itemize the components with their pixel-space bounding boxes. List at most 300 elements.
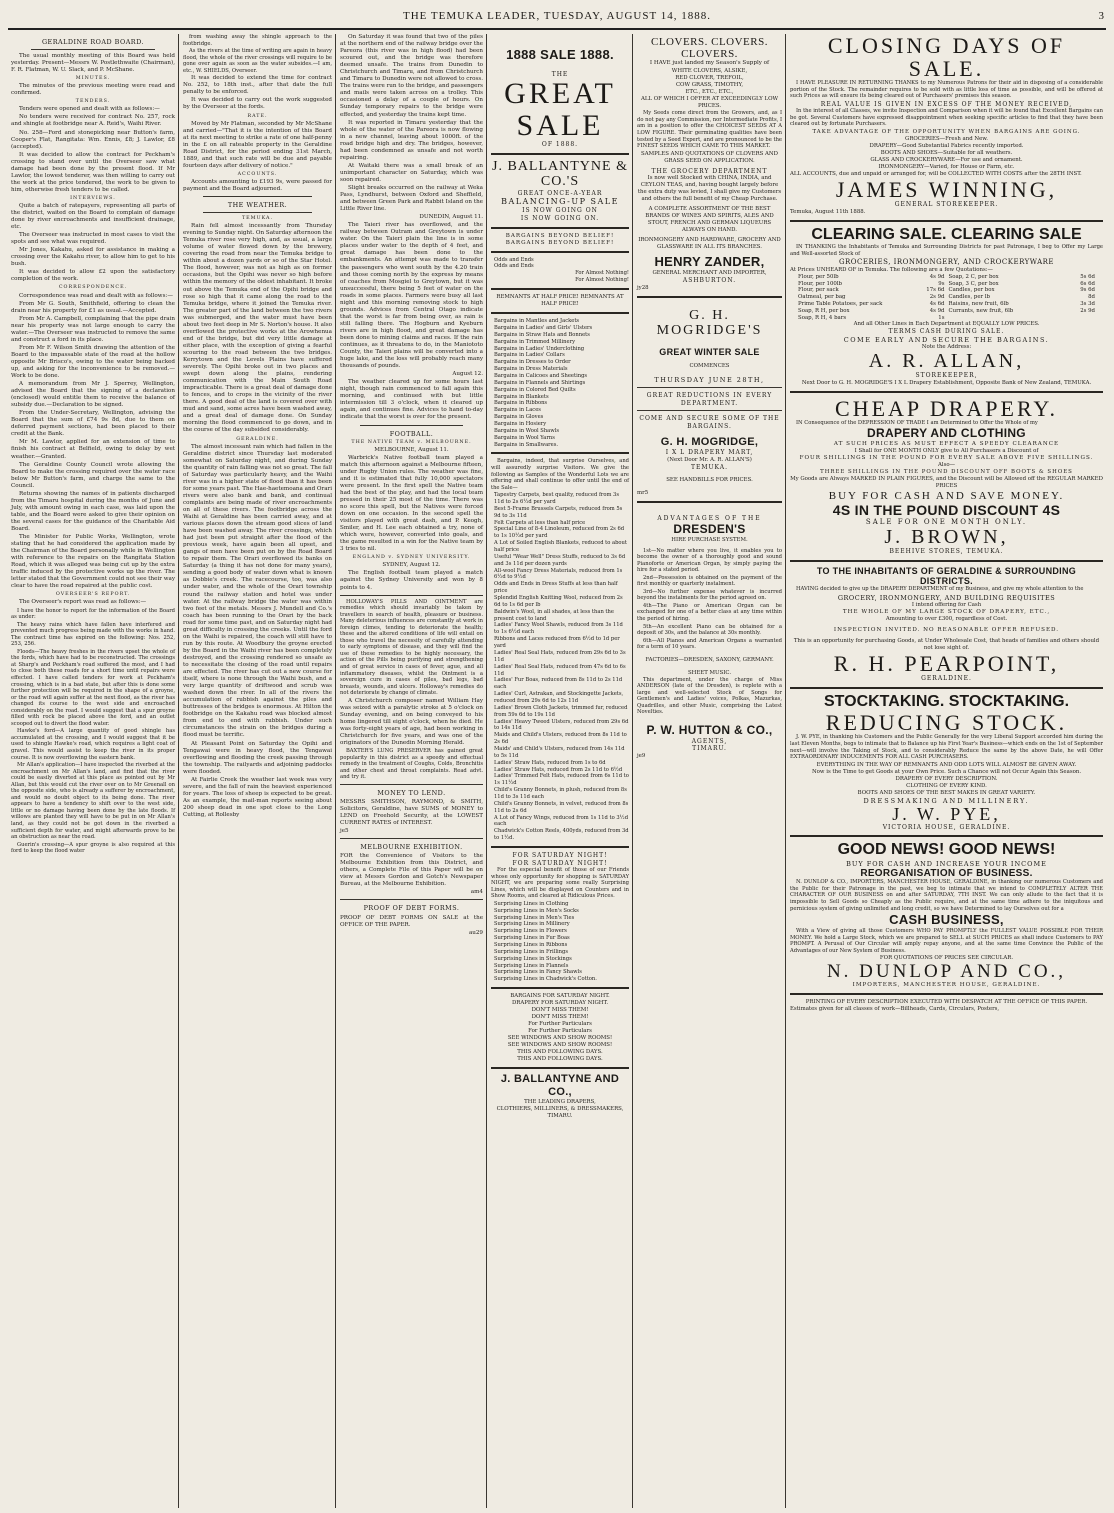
paragraph: The Geraldine County Council wrote allowing the Board to make the crossing required over the water race below Mr Button's farm, and charge the same to the Council. [11, 461, 175, 489]
ad-text: Now is the Time to get Goods at your Own Price. Such a Chance will not Occur Again this Season. [811, 768, 1082, 775]
ad-text: GREAT ONCE-A-YEAR [517, 189, 603, 197]
pye-name: J. W. PYE, [892, 803, 1001, 824]
dateline: SYDNEY, August 12. [382, 562, 441, 569]
ad-text: WHITE CLOVERS, ALSIKE, [671, 68, 748, 75]
price-item: Soap, 2 C, per box [948, 273, 999, 280]
divider [637, 296, 782, 298]
sale-item: Child's Granny Bonnets, in plush, reduced from 8s 11d to 3s 11d each [494, 787, 627, 800]
ad-text: FOUR SHILLINGS IN THE POUND FOR EVERY SALE ABOVE FIVE SHILLINGS. [799, 455, 1094, 462]
price-item: Flour, per 50lb [798, 273, 839, 280]
column-1 [8, 34, 178, 1510]
sale-item: Maids' and Child's Ulsters, reduced from 14s 11d to 5s 11d [494, 745, 625, 759]
ad-text: THE LEADING DRAPERS, [524, 1098, 596, 1105]
ad-text: GROCERY, IRONMONGERY, AND BUILDING REQUISITES [837, 593, 1056, 602]
price-item: Oatmeal, per bag [798, 294, 846, 301]
paragraph: At Pleasant Point on Saturday the Opihi and Tengawai were in heavy flood, the Tengawai overflowing and flooding the creek passing through the township. The railyards and adjoining paddocks were flooded. [183, 740, 332, 775]
ad-body: PROOF OF DEBT FORMS ON SALE at the OFFICE OF THE PAPER. [340, 914, 483, 928]
ad-text: OF 1888. [541, 141, 579, 149]
sale-item: Ladies' Straw Hats, reduced from 1s to 6d [494, 759, 606, 766]
paragraph: The Overseer was instructed in most cases to visit the spots and see what was required. [11, 232, 175, 246]
ad-paragraph: With a View of giving all those Customers WHO PAY PROMPTLY the FULLEST VALUE POSSIBLE FOR THEIR MONEY. We hold a Large Stock, which we are prepared to SELL at SUCH PRICES as shall induce Customers to PAY PROMPT. A Perusal of Our Circular will amply repay anyone, and at the same time Convince the Public of the Advantages of our New System of Business. [790, 928, 1103, 954]
subheading: ACCOUNTS. [237, 171, 278, 177]
ad-text: BARGAINS BEYOND BELIEF! [505, 239, 615, 246]
buy-cash-title: BUY FOR CASH AND SAVE MONEY. [828, 490, 1065, 503]
paragraph: Slight breaks occurred on the railway at Weka Pass, Lyndhurst, between Oxford and Sheffield, and between Green Park and Rabbit Island on the Little River line. [340, 184, 483, 213]
paragraph: Correspondence was read and dealt with as follows:— [19, 292, 173, 299]
ad-text: IRONMONGERY—Varied, for House or Farm, etc. [878, 163, 1015, 170]
sale-item: Best 5-Frame Brussels Carpets, reduced from 5s 9d to 3s 11d [494, 505, 623, 519]
reducing-stock-heading: REDUCING STOCK. [825, 710, 1068, 736]
ad-text: PRINTING OF EVERY DESCRIPTION EXECUTED WITH DESPATCH AT THE OFFICE OF THIS PAPER. [805, 999, 1088, 1006]
sale-item: Ladies' Real Seal Hats, reduced from 29s 6d to 3s 11d [494, 649, 626, 663]
ad-mark: jy28 [637, 284, 649, 291]
bargain-item: Bargains in Calicoes and Sheetings [494, 372, 588, 379]
paragraph: From Mr A. Campbell, complaining that the pipe drain near his property was not large enough to carry the water.—The Overseer was instructed to remove the same and construct a ford in its place. [11, 315, 175, 343]
paragraph: It was decided to extend the time for contract No. 252, to 18th inst., after that date the full penalty to be enforced. [183, 75, 332, 96]
ad-text: EVERYTHING IN THE WAY OF REMNANTS AND ODD LOTS WILL ALMOST BE GIVEN AWAY. [816, 761, 1077, 768]
ballantyne-name: J. BALLANTYNE & CO.'S [492, 159, 628, 190]
ad-body: MESSRS SMITHSON, RAYMOND, & SMITH, Solicitors, Geraldine, have SUMS of MONEY to LEND on Freehold Security, at the LOWEST CURRENT RATES of INTEREST. [340, 798, 483, 827]
subheading: RATE. [247, 113, 268, 119]
price-item: Soap, 3 C, per box [948, 280, 999, 287]
ad-text: COMMENCES [689, 362, 730, 369]
ad-heading: MELBOURNE EXHIBITION. [360, 843, 463, 852]
surprising-item: Surprising Lines in Fur Boas [494, 935, 570, 942]
paragraph: No. 258—Ford and stonepicking near Button's farm, Cooper's Flat, Rangitata: Wm. Ennis, £8; J. Lawlor, £8 (accepted). [11, 129, 175, 150]
price-value: 2s 9d [1080, 307, 1095, 314]
winter-sale-title: GREAT WINTER SALE [659, 346, 760, 357]
sale-item: Ladies' Straw Hats, reduced from 2s 11d to 6½d [494, 766, 623, 773]
sale-title: 1888 SALE 1888. [506, 47, 614, 62]
sale-item: Chadwick's Cotton Reels, 400yds, reduced from 3d to 1½d. [494, 828, 629, 842]
ad-paragraph: For the especial benefit of those of our Friends whose only opportunity for shopping is SATURDAY NIGHT, we are preparing some really Surprising Lines, which will be displayed on Counters and in Show Rooms, and cleared at Ridiculous Prices. [491, 867, 629, 900]
ad-text: GLASS AND CROCKERYWARE—For use and ornament. [870, 156, 1023, 163]
ad-paragraph: Bargains, indeed, that surprise Ourselves, and will assuredly surprise Visitors. We give the following as Samples of the Wonderful Lots we are offering and shall continue to offer until the end of the Sale— [491, 458, 629, 491]
ad-text: CLOTHIERS, MILLINERS, & DRESSMAKERS, [496, 1105, 624, 1112]
masthead [8, 0, 1106, 30]
surprising-list [491, 901, 629, 983]
good-news-heading: GOOD NEWS! GOOD NEWS! [837, 841, 1056, 859]
ad-text: THE WHOLE OF MY LARGE STOCK OF DRAPERY, ETC., [842, 609, 1051, 616]
ad-text: SEE WINDOWS AND SHOW ROOMS! [507, 1035, 613, 1042]
subheading: ENGLAND v. SYDNEY UNIVERSITY. [352, 555, 471, 561]
paragraph: The Taieri river has overflowed, and the railway between Outram and Greytown is under water. On the Taieri plain the line is in some places under water to the depth of 4 feet, and great damage has been done to the embankments. An attempt was made to transfer the passengers who went south by the 4.20 train and those coming north by the express by means of coaches from Mosgiel to Greytown, but it was unsuccessful, there being 5 feet of water on the roads in some places. Farmers were busy all last night and this morning removing stock to high grounds. Advices from Central Otago indicate that the worst is far from being over, as rain is still falling there. The Hogburn and Kyeburn rivers are in high flood, and great damage has been done to mining claims and races. If the rain continues, as it threatens to do, in the Maniototo County, the Taieri plains will be converted into a huge lake, and the loss will probably reach many thousands of pounds. [340, 222, 483, 370]
paragraph: Tenders were opened and dealt with as follows:— [19, 106, 160, 113]
column-rule [632, 34, 633, 1508]
bargain-item: Bargains in Ladies' Collars [494, 352, 565, 359]
ad-paragraph: N. DUNLOP & CO., IMPORTERS, MANCHESTER HOUSE, GERALDINE, in thanking our numerous Customers and the Public for their Patronage in the past, we beg to intimate that we intend to COMPLETELY ALTER THE CHARACTER OF OUR BUSINESS on and after SATURDAY, 7TH INST. We can only allude to the fact that it is impossible to Sell Goods so Cheaply as the Public require, and at the same time adhere to the iniquitous and pernicious system of giving unlimited and long credit, so we have Determined to lay Ourselves out for a [790, 879, 1103, 912]
ad-text: THURSDAY JUNE 28TH, [654, 376, 765, 384]
surprising-item: Surprising Lines in Ribbons [494, 941, 568, 948]
ad-paragraph: IN THANKING the Inhabitants of Temuka and Surrounding Districts for past Patronage, I beg to Offer my Large and Well-assorted Stock of [790, 243, 1103, 257]
paragraph: Accounts amounting to £193 9s, were passed for payment and the Board adjourned. [183, 178, 332, 192]
subheading: CORRESPONDENCE. [58, 285, 128, 291]
clearing-sale-heading: CLEARING SALE. CLEARING SALE [811, 225, 1082, 243]
ad-text: ALL ACCOUNTS, due and unpaid or arranged for, will be COLLECTED WITH COSTS after the 28TH INST. [790, 170, 1082, 177]
ad-text: Amounting to over £300, regardless of Cost. [885, 616, 1008, 623]
divider [340, 899, 483, 900]
sale-item: Felt Carpets at less than half price [494, 519, 586, 526]
bargain-item: Bargains in Ladies' Underclothing [494, 345, 585, 352]
surprising-item: Surprising Lines in Flowers [494, 928, 567, 935]
cash-business-title: CASH BUSINESS, [889, 912, 1004, 928]
ad-text: REAL VALUE IS GIVEN IN EXCESS OF THE MONEY RECEIVED, [820, 100, 1073, 108]
ad-mark: je5 [340, 828, 349, 835]
sale-item: Ladies' Curl, Astrakan, and Stockingette Jackets, reduced from 29s 6d to 12s 11d [494, 691, 624, 704]
notice-paragraph: BAXTER'S LUNG PRESERVER has gained great popularity in this district as a speedy and effectual remedy in the treatment of Coughs, Colds, Bronchitis and other chest and throat complaints. Read advt. and try it. [340, 748, 483, 781]
great-sale-title: GREAT SALE [504, 77, 616, 142]
divider [790, 993, 1103, 995]
article-heading: GERALDINE ROAD BOARD. [41, 38, 145, 46]
subheading: GERALDINE. [236, 436, 279, 442]
divider [790, 220, 1103, 222]
sale-item: A Lot of Fancy Wings, reduced from 1s 11d to 3½d each [494, 814, 629, 828]
closing-days-heading: CLOSING DAYS OF SALE. [827, 34, 1066, 82]
divider [790, 687, 1103, 689]
sale-item: Useful "Wear Well" Dress Stuffs, reduced to 3s 6d and 3s 11d per dozen yards [494, 553, 626, 567]
report-paragraph: Hawke's ford—A large quantity of good shingle has accumulated at the crossing, and I would suggest that it be used to shingle Hawke's road, which requires a light coat of gravel. This would assist to keep the river in its proper course. It is now overflowing the eastern bank. [11, 728, 175, 761]
paragraph: The weather cleared up for some hours last night, though rain commenced to fall again this morning, and continued with but little intermission till 3 o'clock, when it cleared up again, and continues fine. Advices to hand to-day indicate that the worst is over for the present. [340, 379, 483, 421]
dresden-point: 3rd—No further expense whatever is incurred beyond the instalments for the period agreed on. [637, 588, 782, 602]
hutton-name: P. W. HUTTON & CO., [646, 723, 773, 738]
ad-paragraph: I HAVE PLEASURE IN RETURNING THANKS to my Numerous Patrons for their aid in disposing of a considerable portion of the Stock. The remainder requires to be sold with as little loss of time as possible, and will be offered at such Prices as will ensure its being cleared out of Purchasers' premises this season. [790, 80, 1103, 100]
drapery-clothing-title: DRAPERY AND CLOTHING [867, 426, 1026, 441]
bargain-item: Bargains in Laces [494, 407, 541, 414]
ad-text: INSPECTION INVITED. NO REASONABLE OFFER REFUSED. [833, 627, 1060, 634]
sale-item: Ladies' Fancy Wool Shawls, reduced from 3s 11d to 1s 6½d each [494, 622, 623, 636]
bargain-item: Bargains in Hosiery [494, 420, 547, 427]
ad-text: IRONMONGERY AND HARDWARE, GROCERY AND GLASSWARE IN ALL ITS BRANCHES. [638, 237, 781, 251]
ad-text: TERMS CASH DURING SALE. [888, 328, 1005, 336]
ad-text: FACTORIES—DRESDEN, SAXONY, GERMANY. [645, 656, 774, 663]
sale-item: Ladies' Fur Boas, reduced from 8s 11d to 2s 11d each [494, 677, 623, 691]
divider [491, 288, 629, 290]
ad-text: FOR SATURDAY NIGHT! [512, 859, 608, 867]
bargain-item: Bargains in Smallwares. [494, 441, 559, 448]
bargain-item: Bargains in Trimmed Millinery [494, 338, 576, 345]
notice-paragraph: HOLLOWAY'S PILLS AND OINTMENT are remedies which should invariably be taken by travellers in search of health, pleasure or business. Many deleterious influences are constantly at work in foreign climes, tending to deteriorate the health; these and the altered conditions of life will entail on those who travel the necessity of carefully attending to early symptoms of disease, and they will find the use of these remedies to be highly necessary, the action of the Pills being purifying and strengthening and of great service in cases of fever, ague, and all inflammatory diseases, whilst the Ointment is a sovereign cure in cases of piles, bad legs, bad breasts, wounds, and ulcers. Holloway's remedies do not deteriorate by change of climate. [340, 598, 483, 697]
ad-text: For Further Particulars [528, 1021, 592, 1028]
clovers-heading: CLOVERS. CLOVERS. CLOVERS. [651, 36, 768, 61]
ad-text: AGENTS, [691, 737, 728, 745]
pearpoint-name: R. H. PEARPOINT, [833, 651, 1060, 677]
report-paragraph: The heavy rains which have fallen have interfered and prevented much progress being made with the works in hand. The contract time has expired on the following: Nos. 252, 253, 256. [11, 621, 175, 648]
divider [203, 196, 312, 197]
dateline: August 12. [452, 371, 483, 378]
ad-text: COW GRASS, TIMOTHY, [675, 82, 744, 89]
column-rule [785, 34, 786, 1508]
allan-name: A. R. ALLAN, [868, 350, 1025, 373]
dresden-point: 6th—All Pianos and American Organs a warranted for a term of 10 years. [637, 637, 782, 651]
price-list [790, 274, 1103, 322]
report-paragraph: As the rivers at the time of writing are again in heavy flood, the whole of the river crossings will require to be gone over again as soon as the water subsides.—I am, etc., W. SHIELDS, Overseer. [183, 48, 332, 74]
ad-mark: am4 [470, 889, 483, 896]
subheading: MINUTES. [75, 76, 111, 82]
ad-text: TAKE ADVANTAGE OF THE OPPORTUNITY WHEN BARGAINS ARE GOING. [812, 129, 1081, 136]
sale-item: Child's Granny Bonnets, in velvet, reduced from 8s 11d to 2s 6d [494, 800, 629, 814]
price-value: 8d [1088, 294, 1095, 301]
surprising-item: Surprising Lines in Men's Socks [494, 907, 579, 914]
ad-heading: MONEY TO LEND. [377, 788, 446, 797]
divider [790, 391, 1103, 393]
price-value: 2s 9d [929, 294, 945, 301]
divider [790, 835, 1103, 837]
ad-heading: PROOF OF DEBT FORMS. [363, 904, 460, 913]
stocktaking-heading: STOCKTAKING. STOCKTAKING. [823, 692, 1070, 710]
ad-text: Next Door to G. H. MOGRIDGE'S I X L Drapery Establishment, Opposite Bank of New Zealand, TEMUKA. [801, 379, 1092, 386]
ad-text: BOOTS AND SHOES—Suitable for all weathers. [880, 149, 1013, 156]
ad-text: DON'T MISS THEM! [531, 1014, 589, 1021]
sale-item: Maids and Child's Ulsters, reduced from 8s 11d to 2s 6d [494, 732, 627, 746]
ad-text: For Almost Nothing! [575, 270, 629, 277]
ad-text: FOR QUOTATIONS OF PRICES SEE CIRCULAR. [879, 955, 1014, 962]
sale-item: Baldwin's Wool, in all shades, at less than the present cost to land [494, 608, 614, 622]
ad-text: THIS AND FOLLOWING DAYS. [517, 1049, 603, 1056]
ad-text: THE [551, 70, 569, 78]
ad-text: ADVANTAGES OF THE [657, 515, 762, 523]
ad-text: IS NOW GOING ON. [520, 214, 600, 222]
winning-name: JAMES WINNING, [835, 176, 1058, 202]
paragraph: From the Under-Secretary, Wellington, advising the Board that the sum of £74 9s 8d, due to them on deferred payment sections, had been placed to their credit at the Bank. [11, 410, 175, 438]
divider [340, 595, 483, 596]
paragraph: At Fairlie Creek the weather last week was very severe, and the fall of rain the heaviest experienced for years. The loss of sheep is expected to be great. As an example, the mail-man reports seeing about 200 sheep dead in one spot close to the Long Cutting, at Rollesby [183, 776, 332, 818]
ad-paragraph: J. W. PYE, in thanking his Customers and the Public Generally for the very Liberal Support accorded him during the last Eleven Months, begs to intimate that to Balance up his First Year's Business—which ends on the 1st of September next—will involve the Taking of Stock, and to considerably Reduce the same by the above Date, he will Offer EXTRAORDINARY INDUCEMENTS FOR ALL CASH PURCHASERS. [790, 734, 1103, 761]
sale-item: Ribbons and Laces reduced from 6½d to 1d per yard [494, 636, 620, 650]
ad-text: Also— [937, 462, 956, 469]
ad-text: GENERAL MERCHANT AND IMPORTER, [652, 270, 767, 277]
ad-body: FOR the Convenience of Visitors to the Melbourne Exhibition from this District, and others, a Complete File of this Paper will be on view at Messrs Gordon and Gotch's Newspaper Bureau, at the Melbourne Exhibition. [340, 853, 483, 888]
paragraph: It was decided to allow £2 upon the satisfactory completion of the work. [11, 269, 175, 283]
price-item: Flour, per 100lb [798, 280, 842, 287]
price-item: Currants, new fruit, 6lb [948, 307, 1014, 314]
inhabitants-heading: TO THE INHABITANTS OF GERALDINE & SURROUNDING DISTRICTS. [816, 565, 1077, 587]
bargain-item: Bargains in Gloves [494, 414, 544, 421]
subheading: INTERVIEWS. [70, 195, 116, 201]
bargain-item: Bargains in Dresses to Order [494, 359, 571, 366]
ad-text: SAMPLES AND QUOTATIONS OF CLOVERS AND GRASS SEED ON APPLICATION. [641, 150, 778, 164]
ad-text: TIMARU. [692, 745, 727, 753]
article-heading: FOOTBALL. [389, 429, 434, 438]
bargain-item: Bargains in Straw Hats and Bonnets [494, 331, 590, 338]
report-paragraph: from washing away the shingle approach to the footbridge. [183, 34, 332, 47]
price-value: 17s 6d [926, 287, 945, 294]
ad-paragraph: This department, under the charge of Miss ANDERSON (late of the Dresden), is replete with a large and well-selected Stock of Songs for Gentlemen's and Ladies' voices, Polkas, Mazurkas, Quadrilles, and other Music, comprising the Latest Novelties. [637, 676, 782, 716]
ad-mark: au29 [468, 929, 483, 936]
ad-text: A COMPLETE ASSORTMENT OF THE BEST BRANDS OF WINES AND SPIRITS, ALES AND STOUT, FRENCH AND GERMAN LIQUEURS ALWAYS ON HAND. [645, 206, 774, 234]
ad-text: Estimates given for all classes of work—Billheads, Cards, Circulars, Posters, [790, 1006, 1000, 1013]
ad-text: Note the Address: [921, 344, 972, 351]
divider [203, 212, 312, 213]
divider [491, 251, 629, 253]
price-value: 3s 3d [1080, 301, 1095, 308]
ad-text: Is now well Stocked with CHINA, INDIA, and CEYLON TEAS, and, having bought largely before the extra duty was levied, I shall give my Customers and others the full benefit of my Cheap Purchase. [637, 175, 782, 203]
ad-mark: mr5 [637, 490, 649, 497]
dresden-point: 5th—An excellent Piano can be obtained for a deposit of 30s, and the balance at 30s monthly. [637, 623, 782, 637]
report-paragraph: Mr Allan's application—I have inspected the riverbed at the encroachment on Mr Allan's land, and find that the river could be easily diverted at this place as pointed out by Mr Allan, but this would cut the river over on to Mr Greenall on the opposite side, who is already a sufferer by encroachment, and would no doubt object to its being done. The river appears to have a tendency to shift over to the west side, little or no damage having been done by the late floods. If willows are planted they will have to be put in on Mr Allan's land, as they could not be got down in the riverbed a sufficient depth for water, and might afterwards prove to be an obstruction as near the road. [11, 762, 175, 841]
ad-text: Temuka, August 11th 1888. [790, 208, 866, 215]
ad-paragraph: My Seeds come direct from the Growers, and, as I do not pay any Commission, nor Intermediate Profits, I am in a position to offer the CHOICEST SEEDS AT A LOW FIGURE. Their germinating qualities have been tested by a Seed Expert, and are pronounced to be the FINEST SEEDS WHICH CAME TO THIS MARKET. [637, 110, 782, 150]
paragraph: No tenders were received for contract No. 257, rock and shingle at footbridge near A. Reid's, Waihi River. [11, 114, 175, 128]
ad-text: BEEHIVE STORES, TEMUKA. [889, 548, 1004, 556]
sale-item: A Lot of Soiled English Blankets, reduced to about half price [494, 540, 627, 554]
paragraph: It was reported in Timaru yesterday that the whole of the water of the Pareora is now flowing in a new channel, leaving about 1000ft. of the road bridge high and dry. The bridges, however, had been condemned as unsafe and not worth repairing. [340, 119, 483, 161]
ad-text: THIS AND FOLLOWING DAYS. [517, 1056, 603, 1063]
ad-text: HIRE PURCHASE SYSTEM. [671, 536, 748, 543]
price-value [1061, 315, 1095, 322]
ad-text: For Further Particulars [528, 1028, 592, 1035]
paragraph: The Overseer's report was read as follows:— [19, 599, 147, 606]
bargain-list [491, 318, 629, 448]
ad-text: DON'T MISS THEM! [531, 1007, 589, 1014]
paragraph: On Saturday it was found that two of the piles at the northern end of the railway bridge over the Pareora (this river was in high flood) had been scoured out, and the bridge was therefore deemed unsafe. The trains from Dunedin to Christchurch and Timaru, and from Christchurch and Timaru to Dunedin were not allowed to cross. The trains were run to the bridge, and passengers and mails were taken across on a trolley. This occasioned a delay of a couple of hours. On Sunday temporary repairs to the bridge were effected, and yesterday the trains kept time. [340, 34, 483, 118]
ad-mark: je9 [637, 752, 646, 759]
ad-text: ETC., ETC., ETC., [685, 89, 734, 96]
mogridge-name: G. H. MOGRIDGE, [660, 436, 759, 449]
report-paragraph: Guerin's crossing—A spur groyne is also required at this ford to keep the flood water [11, 841, 175, 855]
price-value: 5s 6d [1080, 273, 1095, 280]
ad-text: RED CLOVER, TREFOIL, [675, 75, 744, 82]
bargain-item: Bargains in Dress Materials [494, 366, 568, 373]
paragraph: Rain fell almost incessantly from Thursday evening to Sunday night. On Saturday afternoon the Temuka river rose very high, and, as usual, a large volume of water flowed down by the brewery, covering the road from near the Temuka bridge to within about a dozen yards or so of the Star Hotel. The flood, however, was not as high as on former occasions, but the Opihi was never so high before within the memory of the oldest inhabitant. It broke out above the Temuka end of the Opihi bridge and rose so high that it came along the road to the Temuka bridge, where it joined the Temuka river. The greater part of the land between the two rivers was submerged, and the water must have been about two feet deep in Mr S. Norton's house. It also overflowed the protective works at the Arowhenua end of the bridge, but did very little damage at either place, with the exception of giving a fearful scouring to the road between the two bridges. Kerrytown and the Levels Plains have suffered severely. The Opihi broke out in two places and swept down along the plains, rendering communication with the Main South Road impracticable. There is a great deal of damage done to fences, and to crops in the vicinity of the river there. A good deal of the land is covered over with mud and sand, some acres have been washed away, and a great deal of damage done. On Sunday morning the flood commenced to go down, and in the course of the day subsided considerably. [183, 223, 332, 434]
divider [637, 410, 782, 411]
ad-text: CLOTHING OF EVERY KIND. [906, 782, 987, 789]
bargain-item: Bargains in Blankets [494, 393, 549, 400]
ad-text: And all Other Lines in Each Department at EQUALLY LOW PRICES. [853, 321, 1040, 328]
dateline: DUNEDIN, August 11. [419, 214, 483, 221]
bargain-item: Bargains in Ladies' and Girls' Ulsters [494, 324, 593, 331]
ad-paragraph: IN Consequence of the DEPRESSION OF TRADE I am Determined to Offer the Whole of my [796, 419, 1038, 426]
dresden-point: 4th—The Piano or American Organ can be exchanged for one of a better class at any time within the period of hiring. [637, 602, 782, 622]
paragraph: The usual monthly meeting of this Board was held yesterday. Present—Messrs W. Postlethwaite (Chairman), F. R. Flatman, W. U. Slack, and P. McShane. [11, 53, 175, 74]
ad-text: At Prices UNHEARD OF in Temuka. The following are a few Quotations:— [790, 266, 993, 273]
paragraph: A memorandum from Mr J. Sperrey, Wellington, advised the Board that the signing of a declaration (enclosed) would entitle them to receive the balance of subsidy due.—Declaration to be signed. [11, 381, 175, 409]
surprising-item: Surprising Lines in Stockings [494, 955, 572, 962]
column-rule [178, 34, 179, 1508]
surprising-item: Surprising Lines in Millinery [494, 921, 570, 928]
divider [491, 312, 629, 314]
price-value: 4s 6d [929, 301, 945, 308]
column-rule [486, 34, 487, 1508]
subheading: THE NATIVE TEAM v. MELBOURNE. [351, 439, 472, 445]
ad-text: SALE FOR ONE MONTH ONLY. [865, 518, 1028, 527]
ad-text: DRAPERY—Good Substantial Fabrics recently imported. [869, 142, 1024, 149]
price-value: 9s [938, 280, 945, 287]
column-2 [180, 34, 335, 1510]
paragraph: It was decided to allow the contract for Peckham's crossing to stand over until the Overseer saw what damage had been done by the present flood. If Mr Lawlor, the lowest tenderer, was then willing to carry out the work at the price tendered, the work to be given to him, otherwise fresh tenders to be called. [11, 151, 175, 193]
ad-text: TEMUKA. [690, 463, 729, 471]
price-item: Prime Table Potatoes, per sack [798, 301, 883, 308]
dresden-title: DRESDEN'S [673, 521, 746, 536]
ad-text: DRAPERY OF EVERY DESCRIPTION. [895, 775, 998, 782]
ad-paragraph: HAVING decided to give up the DRAPERY DEPARTMENT of my Business, and give my whole attention to the [796, 586, 1084, 593]
ad-text: GENERAL STOREKEEPER. [894, 201, 999, 208]
ad-text: I HAVE just landed my Season's Supply of [649, 60, 770, 67]
ad-text: (Next Door Mr. A. R. ALLAN'S) [667, 456, 752, 463]
price-value: 4s 9d [929, 307, 945, 314]
price-item: Flour, per sack [798, 287, 839, 294]
paragraph: At Waitaki there was a small break of an unimportant character on Saturday, which was soon repaired. [340, 162, 483, 183]
ad-text: ASHBURTON. [682, 277, 737, 285]
price-item: Soap, R H, 4 bars [798, 314, 847, 321]
article-heading: THE WEATHER. [227, 201, 288, 209]
price-item: Raisins, new fruit, 6lb [948, 301, 1009, 308]
divider [491, 227, 629, 229]
divider [340, 784, 483, 785]
mogridge-heading: G. H. MOGRIDGE'S [656, 307, 763, 339]
divider [491, 987, 629, 989]
surprising-item: Surprising Lines in Fancy Shawls [494, 969, 582, 976]
ad-text: TIMARU. [547, 1112, 573, 1119]
divider [491, 846, 629, 848]
sale-item: Ladies' Heavy Tweed Ulsters, reduced from 29s 6d to 14s 11d [494, 718, 629, 732]
ad-text: BOOTS AND SHOES OF THE BEST MAKES IN GREAT VARIETY. [857, 789, 1036, 796]
bargain-item: Bargains in Ribbons [494, 400, 548, 407]
divider [340, 838, 483, 839]
sale-item: All-wool Fancy Dress Materials, reduced from 1s 6½d to 9½d [494, 567, 623, 581]
paragraph: A Christchurch composer named William Hay was seized with a paralytic stroke at 5 o'clock on Sunday evening, and on being conveyed to his home lingered till eight o'clock, when he died. He was forty-eight years of age, had been working in Christchurch for five years, and was one of the originators of the Dunedin Morning Herald. [340, 697, 483, 747]
ad-text: IMPORTERS, MANCHESTER HOUSE, GERALDINE. [852, 982, 1041, 989]
price-value: 9s 6d [1080, 287, 1095, 294]
column-rule [335, 34, 336, 1508]
ad-text: SHEET MUSIC. [687, 669, 732, 676]
page-number: 3 [1098, 10, 1104, 22]
ad-paragraph: In the interest of all Classes, we invite Inspection and Comparison when it will be found that Excellent Bargains can be got. Several Customers have expressed disappointment when seeking specific articles to find that they have been cleared out by fortunate Purchasers. [790, 108, 1103, 128]
ad-text: DRAPERY FOR SATURDAY NIGHT. [511, 1000, 609, 1007]
paragraph: Mr Jones, Kakahu, asked for assistance in making a crossing over the Kakahu river, to allow him to get to his bush. [11, 247, 175, 268]
bargain-item: Bargains in Flannels and Shirtings [494, 379, 586, 386]
dateline: MELBOURNE, August 11. [374, 446, 449, 453]
ad-text: For Almost Nothing! [575, 277, 629, 284]
sale-item: Tapestry Carpets, best quality, reduced from 3s 11d to 2s 6½d per yard [494, 492, 620, 506]
paragraph: Quite a batch of ratepayers, representing all parts of the district, waited on the Board to complain of damage done by river encroachments and insufficient drainage, etc. [11, 202, 175, 231]
ad-text: This is an opportunity for purchasing Goods, at Under Wholesale Cost, that heads of families and others should not lose sight of. [793, 638, 1100, 652]
divider [491, 153, 629, 155]
ad-text: THE GROCERY DEPARTMENT [651, 167, 768, 175]
ad-text: GROCERIES, IRONMONGERY, AND CROCKERYWARE [838, 258, 1055, 267]
ad-text: VICTORIA HOUSE, GERALDINE. [882, 823, 1011, 831]
divider [637, 387, 782, 388]
sale-item: Odds and Ends in Dress Stuffs at less than half price [494, 581, 618, 595]
price-value: 4s 9d [929, 273, 945, 280]
subheading: OVERSEER'S REPORT. [55, 592, 131, 598]
surprising-item: Surprising Lines in Men's Ties [494, 914, 575, 921]
dresden-point: 2nd—Possession is obtained on the payment of the first monthly or quarterly instalment. [637, 574, 782, 588]
sale-item: Ladies' Real Seal Hats, reduced from 47s 6d to 6s 11d [494, 663, 626, 677]
ad-text: SEE WINDOWS AND SHOW ROOMS! [507, 1042, 613, 1049]
ad-text: Odds and Ends [494, 256, 534, 263]
bargain-item: Bargains in Mantles and Jackets [494, 318, 580, 325]
ad-text: GERALDINE. [921, 675, 972, 683]
bargain-item: Bargains in Wool Yarns [494, 434, 555, 441]
ad-text: DRESSMAKING AND MILLINERY. [863, 796, 1030, 805]
subheading: TEMUKA. [241, 216, 274, 222]
report-paragraph: I have the honor to report for the information of the Board as under: [11, 607, 175, 621]
ad-text: SEE HANDBILLS FOR PRICES. [666, 477, 753, 484]
paragraph: The English football team played a match against the Sydney University and won by 8 points to 4. [340, 570, 483, 591]
ad-text: ALL OF WHICH I OFFER AT EXCEEDINGLY LOW PRICES. [640, 96, 779, 110]
sale-item: Ladies' Brown Cloth Jackets, trimmed fur, reduced from 59s 6d to 19s 11d [494, 704, 628, 718]
subheading: TENDERS. [75, 99, 111, 105]
report-paragraph: Floods—The heavy freshes in the rivers upset the whole of the fords, which have had to be reconstructed. The crossings at Sharp's and Peckham's road suffered the most, and I had to close both these roads for a short time until repairs were effected. I have called tenders for work at Peckham's crossing, which is in a bad state, but after this is done some further protection will be required in the shape of a groyne, or the road will again suffer at the next flood, as the river has changed its course to the west side and encroached considerably on the road. I would suggest that a spur groyne filled with rock be placed above the ford, and an outlet scooped out to divert the flood water. [11, 648, 175, 727]
ad-text: STOREKEEPER, [915, 372, 978, 380]
divider [491, 1067, 629, 1069]
paragraph: The almost incessant rain which had fallen in the Geraldine district since Thursday last moderated somewhat on Saturday night, and during Sunday the quantity of rain falling was not so great. The fall of Saturday was particularly heavy, and the Waihi river was in a higher state of flood than it has been for some years past. The Hae-haetemoana and Orari rivers were also bank and bank, and continual complaints are being made of river encroachments on all of these rivers. The footbridge across the Waihi at Geraldine has been carried away, and at various places down the stream good slices of land have been washed away. The river crossings, which had just been put straight after the flood of the previous week, have again been all upset, and gangs of men have been put on by the Road Board to repair them. The Orari overflowed its banks on Saturday (a thing it has not done for many years), sending a good body of water down what is known as Dobbie's creek. The racecourse, too, was also under water, and the whole of the Orari township round the railway station and hotel was under water. At the railway bridge the water was within two feet of the metals. Messrs J. Mundell and Co.'s coach has been running to the Orari by the back road for some time past, and on Saturday night had great difficulty in crossing the creeks. Until the ford on the Waihi is repaired, the coach will still have to run by this route. At Woodbury the groyne erected by the Board in the Waihi river has been completely destroyed, and the crossing rendered so unsafe as to necessitate the closing of the road until repairs are effected. The river has cut out a new course for itself, where is none through the Waihi bush, and a very large quantity of driftwood and scrub was washed down the river. In all of the rivers the accumulation of rubbish against the piles and buttresses of the bridges is enormous. At Hilton the footbridge on the Kakahu road was blocked almost from end to end with rubbish. Under such circumstances the strain on the bridges during a flood must be terrific. [183, 443, 332, 739]
column-4-ballantyne-ad [488, 34, 632, 1510]
zander-name: HENRY ZANDER, [654, 254, 765, 270]
surprising-item: Surprising Lines in Clothing [494, 900, 569, 907]
paragraph: From Mr F. Wilson Smith drawing the attention of the Board to the impassable state of the road at the hollow opposite Mr Brisco's, owing to the water being backed up, and asking for the inconvenience to be removed.—Work to be done. [11, 344, 175, 380]
dresden-point: 1st—No matter where you live, it enables you to become the owner of a thoroughly good and sound Pianoforte or American Organ, by simply paying the hire for a stated period. [637, 547, 782, 574]
